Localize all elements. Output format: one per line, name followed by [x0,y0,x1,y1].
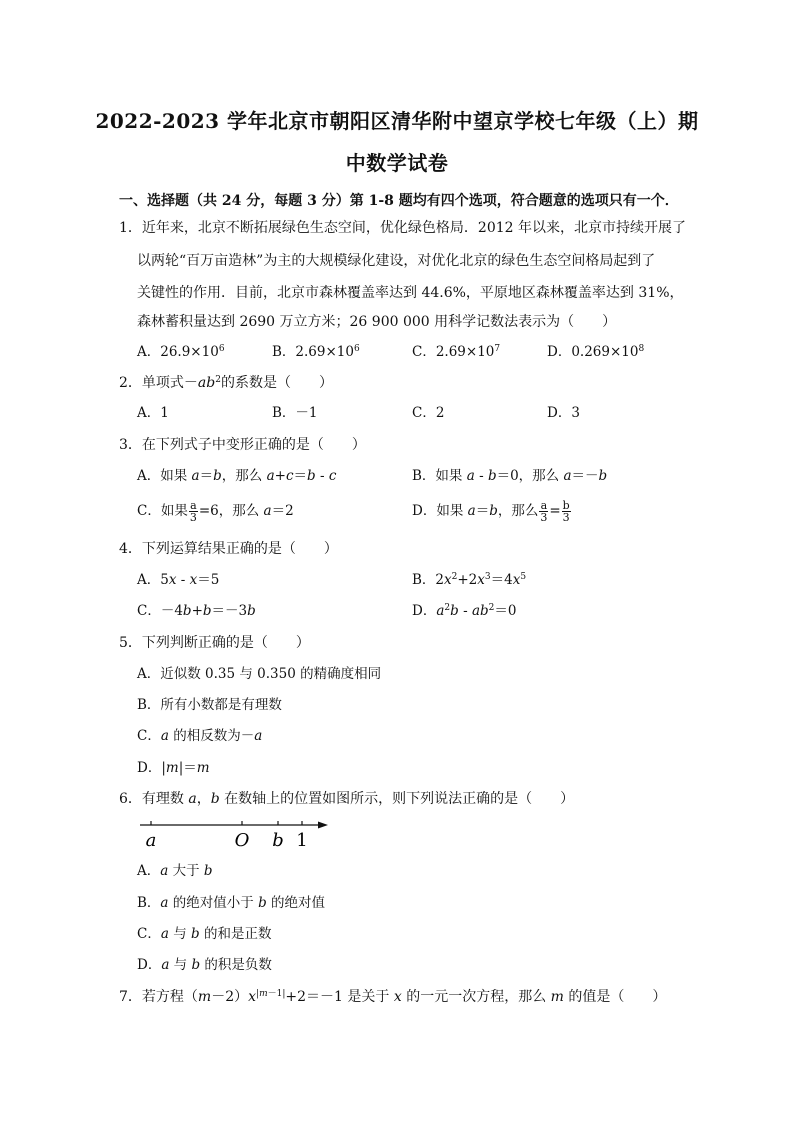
q1-line1: 1．近年来，北京不断拓展绿色生态空间，优化绿色格局．2012 年以来，北京市持续开展了 [119,220,686,236]
number-line-figure [140,812,340,854]
q1-option-c: C．$2.69\times 10^7$ [412,344,501,360]
q6-stem: 6．有理数 a，b 在数轴上的位置如图所示，则下列说法正确的是（ ） [119,791,575,807]
q1-option-d: D．$0.269\times 10^8$ [547,344,645,360]
q2-option-d: D．3 [547,405,580,421]
q3-option-d: D．如果 a＝b，那么 $\frac{a}{3}$ = $\frac{b}{3}$ [412,499,570,524]
q2-option-c: C．2 [412,405,445,421]
q6-option-c: C．a 与 b 的和是正数 [137,926,272,942]
q4-stem: 4．下列运算结果正确的是（ ） [119,541,338,557]
number-line-arrow [318,822,328,829]
exam-title-line1: 2022-2023 学年北京市朝阳区清华附中望京学校七年级（上）期 [95,109,699,133]
q1-option-a: A．$26.9\times 10^6$ [137,344,225,360]
q1-line3: 关键性的作用．目前，北京市森林覆盖率达到 44.6%，平原地区森林覆盖率达到 31%， [137,285,684,301]
q1-option-b: B．$2.69\times 10^6$ [272,344,360,360]
q3-option-a: A．如果 a＝b，那么 a+c＝b - c [137,468,337,484]
exam-title-line2: 中数学试卷 [345,151,449,175]
q5-option-d: D．|m|＝m [137,760,210,776]
axis-label-a: a [145,830,157,851]
q5-option-a: A．近似数 0.35 与 0.350 的精确度相同 [137,666,382,682]
q5-option-c: C．a 的相反数为－a [137,728,263,744]
q6-option-d: D．a 与 b 的积是负数 [137,957,272,973]
q3-option-c: C．如果 $\frac{a}{3}$ =6，那么 a＝2 [137,499,294,524]
q7-stem: 7．若方程$(m-2)x^{|m-1|}+2=-1$ 是关于 x 的一元一次方程，那么 m 的值是（ ） [119,989,667,1005]
q3-stem: 3．在下列式子中变形正确的是（ ） [119,437,366,453]
q1-line4: 森林蓄积量达到 2690 万立方米；26 900 000 用科学记数法表示为（ ） [137,314,617,330]
q1-line2: 以两轮“百万亩造林”为主的大规模绿化建设，对优化北京的绿色生态空间格局起到了 [137,253,656,269]
section-heading: 一、选择题（共 24 分，每题 3 分）第 1-8 题均有四个选项，符合题意的选项只有一个． [119,193,679,209]
q3-option-b: B．如果 a - b＝0，那么 a＝－b [412,468,608,484]
axis-label-b: b [272,830,284,851]
q5-stem: 5．下列判断正确的是（ ） [119,635,310,651]
axis-label-one: 1 [296,830,308,851]
q4-option-c: C．－4b+b＝－3b [137,603,256,619]
q2-option-b: B．－1 [272,405,318,421]
q5-option-b: B．所有小数都是有理数 [137,697,282,713]
q2-option-a: A．1 [137,405,169,421]
q2-stem: 2．单项式$-ab^2$的系数是（ ） [119,375,333,391]
q4-option-a: A．5x - x＝5 [137,572,220,588]
q6-option-b: B．a 的绝对值小于 b 的绝对值 [137,895,326,911]
q4-option-d: D．$a^2b - ab^2=0$ [412,603,517,619]
axis-label-origin: O [234,830,250,851]
q4-option-b: B．$2x^2+2x^3=4x^5$ [412,572,527,588]
q6-option-a: A．a 大于 b [137,863,213,879]
